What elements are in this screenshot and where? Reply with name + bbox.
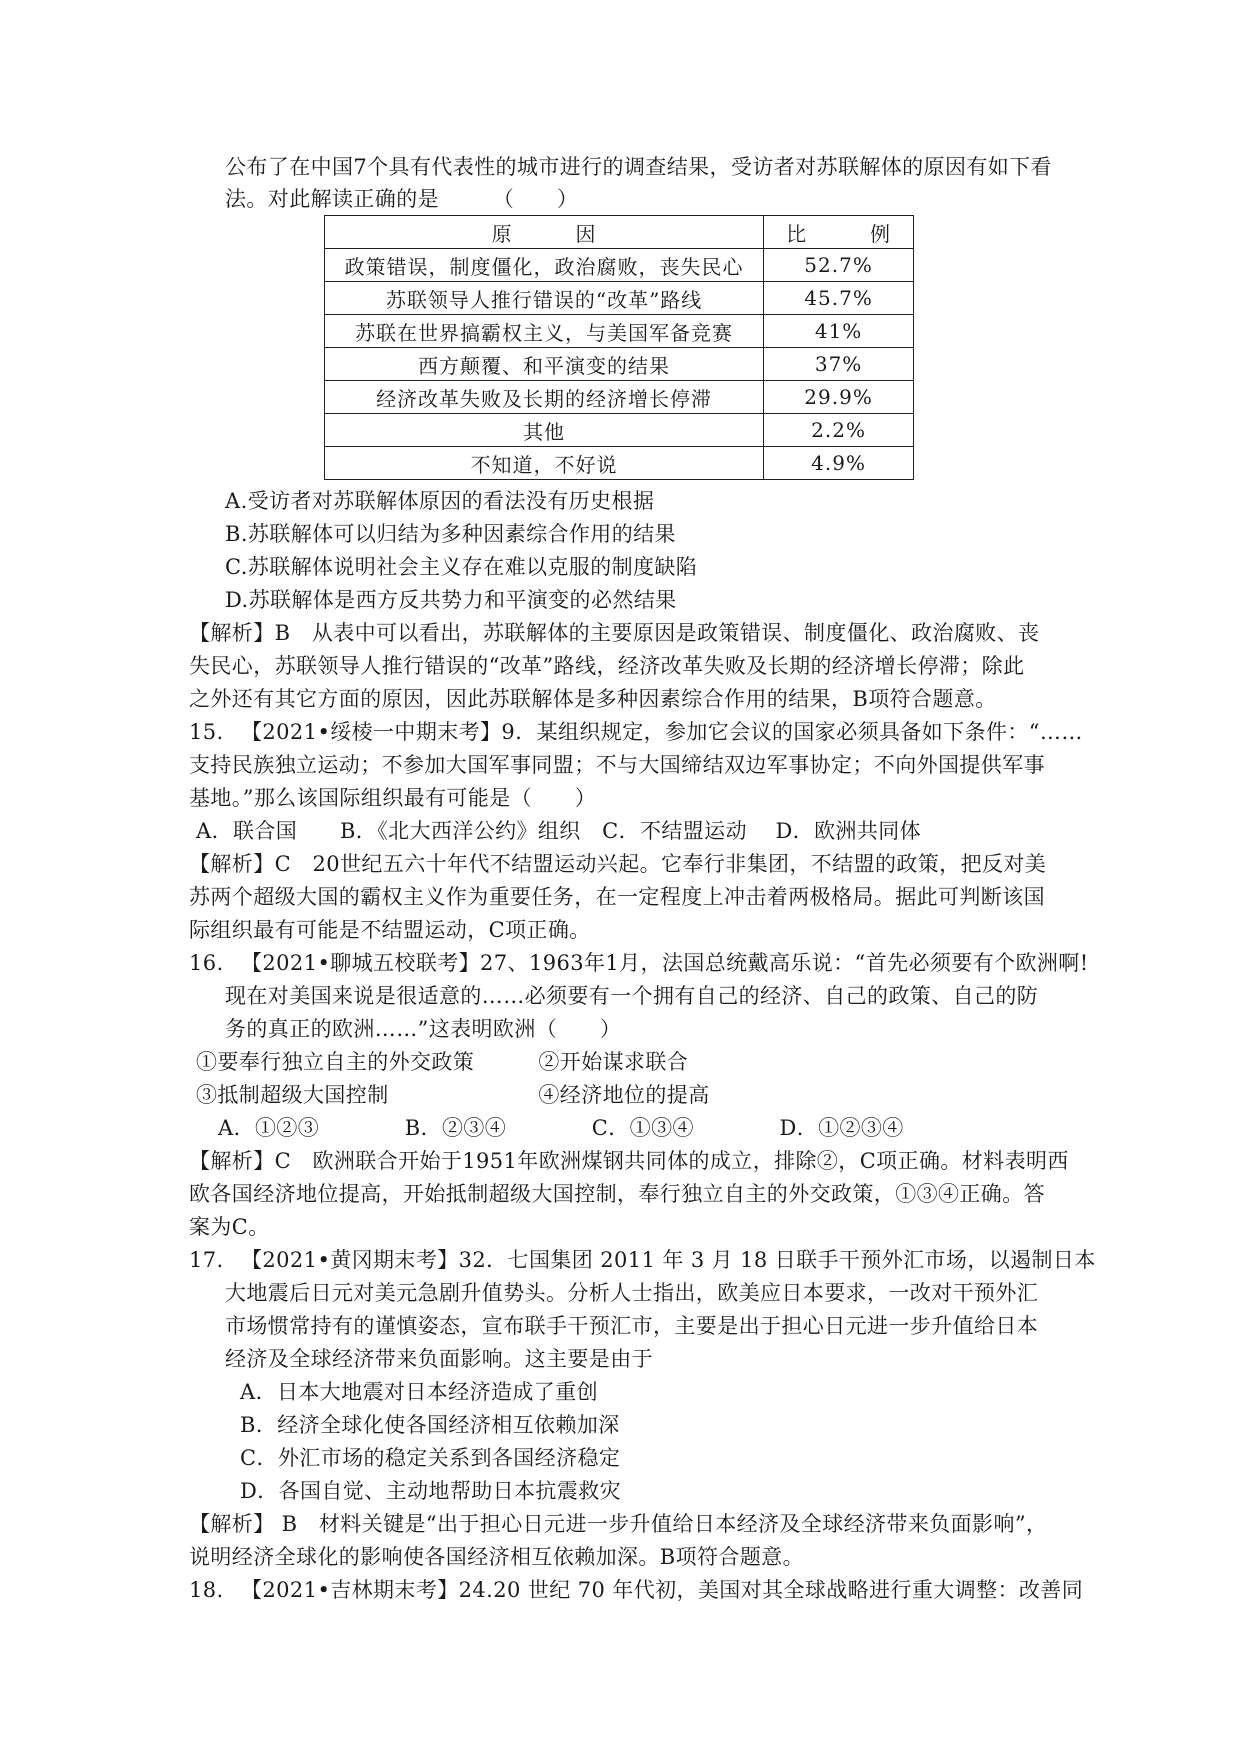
q15-line-1 [189,716,1083,748]
q17-line-4: 经济及全球经济带来负面影响。这主要是由于 [225,1347,653,1371]
q17-option-b: B．经济全球化使各国经济相互依赖加深 [240,1413,620,1437]
q16-analysis-line-1: 【解析】C 欧洲联合开始于1951年欧洲煤钢共同体的成立，排除②，C项正确。材料表明西 [189,1149,1069,1173]
q15-analysis-line-1: 【解析】C 20世纪五六十年代不结盟运动兴起。它奉行非集团，不结盟的政策，把反对美 [189,852,1047,876]
intro-line-2: 法。对此解读正确的是 （ ） [225,187,579,211]
table-row [325,315,914,348]
q15-options: A．联合国 B．《北大西洋公约》组织 C．不结盟运动 D．欧洲共同体 [196,819,922,843]
q16-analysis-line-2: 欧各国经济地位提高，开始抵制超级大国控制，奉行独立自主的外交政策，①③④正确。答 [189,1182,1045,1206]
q14-option-c: C.苏联解体说明社会主义存在难以克服的制度缺陷 [225,555,698,579]
q17-analysis-line-1: 【解析】 B 材料关键是“出于担心日元进一步升值给日本经济及全球经济带来负面影响”， [189,1512,1048,1536]
q17-analysis-line-2: 说明经济全球化的影响使各国经济相互依赖加深。B项符合题意。 [189,1545,805,1569]
ratio-cell: 29.9% [764,381,914,414]
table-row [325,249,914,282]
q16-line-2: 现在对美国来说是很适意的……必须要有一个拥有自己的经济、自己的政策、自己的防 [225,984,1039,1008]
reason-cell: 政策错误，制度僵化，政治腐败，丧失民心 [325,249,764,282]
table-row [325,414,914,447]
q14-analysis-line-2: 失民心，苏联领导人推行错误的“改革”路线，经济改革失败及长期的经济增长停滞；除此 [189,654,1025,678]
table-row [325,348,914,381]
q17-option-d: D．各国自觉、主动地帮助日本抗震救灾 [240,1479,622,1503]
table-row [325,447,914,480]
q14-option-a: A.受访者对苏联解体原因的看法没有历史根据 [225,489,655,513]
q14-option-b: B.苏联解体可以归结为多种因素综合作用的结果 [225,522,676,546]
q17-line-3: 市场惯常持有的谨慎姿态，宣布联手干预汇市，主要是出于担心日元进一步升值给日本 [225,1314,1039,1338]
table-header-row [325,216,914,249]
q15-line-2: 支持民族独立运动；不参加大国军事同盟；不与大国缔结双边军事协定；不向外国提供军事 [189,753,1045,777]
ratio-cell: 4.9% [764,447,914,480]
q14-option-d: D.苏联解体是西方反共势力和平演变的必然结果 [225,588,677,612]
q15-analysis-line-3: 际组织最有可能是不结盟运动，C项正确。 [189,918,591,942]
reason-cell: 其他 [325,414,764,447]
intro-line-1: 公布了在中国7个具有代表性的城市进行的调查结果，受访者对苏联解体的原因有如下看 [225,155,1052,179]
survey-table [324,215,914,480]
q16-stem-1: 【2021•聊城五校联考】27、1963年1月，法国总统戴高乐说：“首先必须要有个欧洲啊! [241,951,1089,975]
reason-cell: 苏联在世界搞霸权主义，与美国军备竞赛 [325,315,764,348]
reason-cell: 经济改革失败及长期的经济增长停滞 [325,381,764,414]
q16-line-3: 务的真正的欧洲……”这表明欧洲（ ） [225,1017,622,1041]
reason-cell: 西方颠覆、和平演变的结果 [325,348,764,381]
question-number: 15. [189,720,224,744]
q16-analysis-line-3: 案为C。 [189,1215,270,1239]
header-ratio: 比 例 [764,216,914,249]
question-number: 17. [189,1248,224,1272]
reason-cell: 苏联领导人推行错误的“改革”路线 [325,282,764,315]
q18-line-1 [189,1574,1083,1606]
q18-stem-1: 【2021•吉林期末考】24.20 世纪 70 年代初，美国对其全球战略进行重大调整：改善同 [241,1578,1084,1602]
q17-line-2: 大地震后日元对美元急剧升值势头。分析人士指出，欧美应日本要求，一改对干预外汇 [225,1281,1039,1305]
ratio-cell: 45.7% [764,282,914,315]
q16-item-row-2: ③抵制超级大国控制 ④经济地位的提高 [196,1083,710,1107]
q16-item-row-1: ①要奉行独立自主的外交政策 ②开始谋求联合 [196,1050,689,1074]
header-reason: 原 因 [325,216,764,249]
q14-analysis-line-3: 之外还有其它方面的原因，因此苏联解体是多种因素综合作用的结果，B项符合题意。 [189,687,997,711]
q17-stem-1: 【2021•黄冈期末考】32．七国集团 2011 年 3 月 18 日联手干预外汇市场，以遏制日本 [241,1248,1096,1272]
question-number: 18. [189,1578,224,1602]
q16-line-1 [189,947,1089,979]
q16-options: A．①②③ B．②③④ C．①③④ D．①②③④ [218,1116,904,1140]
ratio-cell: 41% [764,315,914,348]
q17-option-c: C．外汇市场的稳定关系到各国经济稳定 [240,1446,621,1470]
q17-line-1 [189,1244,1096,1276]
table-row [325,282,914,315]
ratio-cell: 52.7% [764,249,914,282]
q14-analysis-line-1: 【解析】B 从表中可以看出，苏联解体的主要原因是政策错误、制度僵化、政治腐败、丧 [189,621,1040,645]
table-row [325,381,914,414]
ratio-cell: 37% [764,348,914,381]
q15-analysis-line-2: 苏两个超级大国的霸权主义作为重要任务，在一定程度上冲击着两极格局。据此可判断该国 [189,885,1045,909]
q17-option-a: A．日本大地震对日本经济造成了重创 [240,1380,598,1404]
q15-line-3: 基地。”那么该国际组织最有可能是（ ） [189,786,597,810]
question-number: 16. [189,951,224,975]
q15-stem-1: 【2021•绥棱一中期末考】9．某组织规定，参加它会议的国家必须具备如下条件：“…… [241,720,1083,744]
ratio-cell: 2.2% [764,414,914,447]
reason-cell: 不知道，不好说 [325,447,764,480]
